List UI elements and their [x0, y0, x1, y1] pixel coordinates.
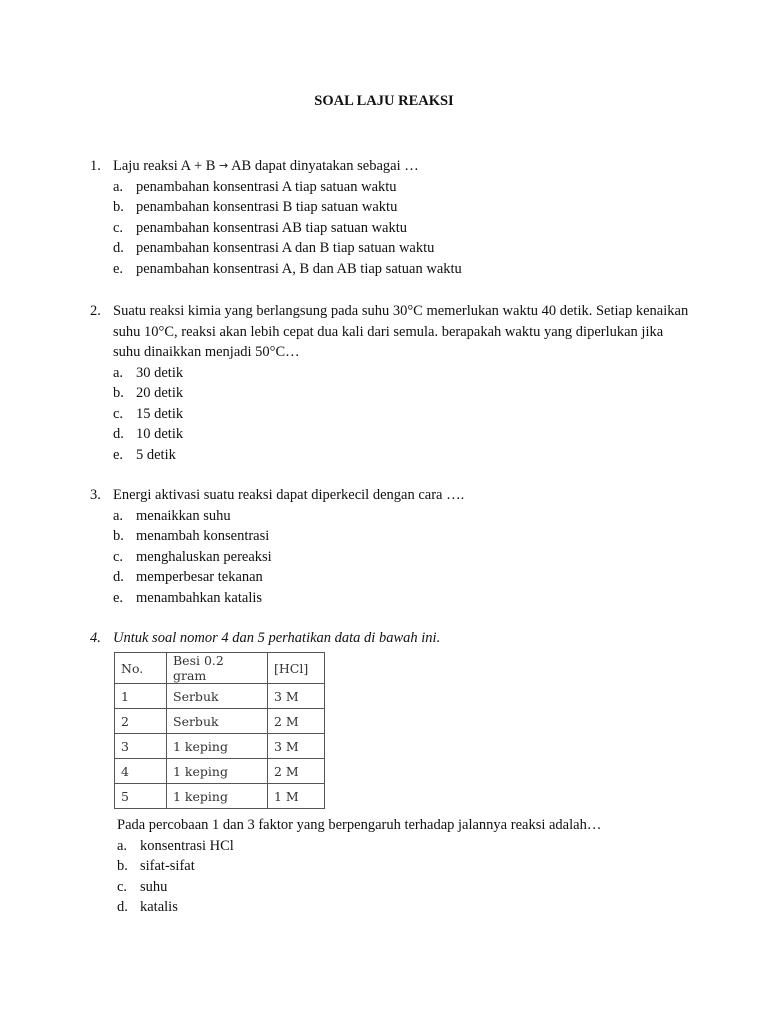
option-letter: e.: [113, 589, 124, 606]
option-letter: d.: [113, 569, 124, 585]
option-text: penambahan konsentrasi A, B dan AB tiap satuan waktu: [136, 260, 462, 277]
table-row: [115, 759, 325, 784]
option-letter: c.: [113, 548, 124, 565]
option-item: [90, 424, 690, 445]
question-text: Untuk soal nomor 4 dan 5 perhatikan data di bawah ini.: [113, 630, 441, 646]
option-item: [90, 526, 690, 547]
option-item: [90, 588, 690, 609]
option-text: penambahan konsentrasi A tiap satuan waktu: [136, 178, 397, 195]
option-item: [117, 836, 717, 857]
question-text: [113, 156, 690, 177]
table-cell: Serbuk: [167, 709, 268, 734]
option-letter: c.: [117, 878, 128, 895]
option-item: [90, 445, 690, 466]
option-text: penambahan konsentrasi A dan B tiap satuan waktu: [136, 240, 435, 256]
question-4-sub: [117, 815, 717, 918]
option-letter: e.: [113, 260, 124, 277]
table-cell: 2: [115, 709, 167, 734]
option-letter: d.: [113, 426, 124, 442]
option-letter: d.: [117, 899, 128, 915]
option-text: katalis: [140, 899, 178, 915]
question-4: [90, 628, 690, 649]
question-text: Energi aktivasi suatu reaksi dapat diperkecil dengan cara ….: [113, 487, 465, 503]
option-item: [90, 547, 690, 568]
option-text: konsentrasi HCl: [140, 837, 234, 854]
option-text: menaikkan suhu: [136, 507, 231, 524]
data-table: [114, 652, 325, 809]
option-letter: c.: [113, 405, 124, 422]
question-number: 2.: [90, 303, 101, 319]
option-text: 30 detik: [136, 364, 184, 381]
question-number: 3.: [90, 487, 101, 503]
question-number: 1.: [90, 158, 101, 174]
option-item: [90, 506, 690, 527]
option-text: penambahan konsentrasi B tiap satuan waktu: [136, 199, 398, 215]
table-row: [115, 734, 325, 759]
option-letter: d.: [113, 240, 124, 256]
option-item: [90, 259, 690, 280]
options-list: [90, 177, 690, 280]
option-letter: b.: [117, 858, 128, 874]
options-list: [117, 836, 717, 918]
table-header-cell: No.: [115, 653, 167, 684]
option-item: [90, 383, 690, 404]
option-text: penambahan konsentrasi AB tiap satuan waktu: [136, 219, 408, 236]
option-text: 15 detik: [136, 405, 184, 422]
options-list: [90, 363, 690, 466]
option-text: menambah konsentrasi: [136, 528, 270, 544]
option-item: [90, 363, 690, 384]
option-item: [117, 856, 717, 877]
option-item: [117, 877, 717, 898]
option-letter: b.: [113, 385, 124, 401]
table-row: [115, 709, 325, 734]
question-text-part: AB dapat dinyatakan sebagai …: [228, 158, 419, 174]
table-cell: 2 M: [268, 759, 325, 784]
question-3: [90, 485, 690, 608]
question-number: 4.: [90, 630, 101, 646]
option-item: [90, 567, 690, 588]
option-text: sifat-sifat: [140, 858, 195, 874]
table-cell: 1: [115, 684, 167, 709]
table-header-cell: [HCl]: [268, 653, 325, 684]
option-letter: a.: [113, 178, 124, 195]
table-cell: 1 keping: [167, 734, 268, 759]
table-cell: 1 M: [268, 784, 325, 809]
option-letter: b.: [113, 199, 124, 215]
options-list: [90, 506, 690, 609]
reaction-arrow-icon: →: [219, 159, 229, 172]
option-text: 5 detik: [136, 446, 176, 463]
question-2: [90, 301, 690, 465]
table-row: [115, 784, 325, 809]
option-text: menambahkan katalis: [136, 589, 263, 606]
question-1: [90, 156, 690, 279]
option-text: memperbesar tekanan: [136, 569, 263, 585]
option-letter: a.: [113, 507, 124, 524]
option-item: [90, 404, 690, 425]
table-cell: 1 keping: [167, 784, 268, 809]
option-letter: a.: [113, 364, 124, 381]
option-text: 10 detik: [136, 426, 184, 442]
option-item: [90, 177, 690, 198]
sub-question-text: Pada percobaan 1 dan 3 faktor yang berpengaruh terhadap jalannya reaksi adalah…: [117, 817, 602, 833]
question-text-part: Laju reaksi A + B: [113, 158, 220, 174]
question-text: Suatu reaksi kimia yang berlangsung pada suhu 30°C memerlukan waktu 40 detik. Setiap kenaikan suhu 10°C, reaksi akan lebih cepat dua kali dari semula. berapakah waktu yang diperlukan jika suhu dinaikkan menjadi 50°C…: [113, 303, 689, 360]
table-cell: 3 M: [268, 684, 325, 709]
option-text: suhu: [140, 878, 168, 895]
table-cell: 5: [115, 784, 167, 809]
table-cell: 1 keping: [167, 759, 268, 784]
option-letter: e.: [113, 446, 124, 463]
table-cell: 3 M: [268, 734, 325, 759]
option-text: menghaluskan pereaksi: [136, 548, 272, 565]
table-cell: 3: [115, 734, 167, 759]
option-letter: b.: [113, 528, 124, 544]
option-item: [90, 218, 690, 239]
page-title: SOAL LAJU REAKSI: [314, 93, 454, 109]
table-cell: 4: [115, 759, 167, 784]
option-item: [117, 897, 717, 918]
option-item: [90, 197, 690, 218]
table-header-cell: Besi 0.2 gram: [167, 653, 268, 684]
table-cell: Serbuk: [167, 684, 268, 709]
table-header-row: [115, 653, 325, 684]
table-row: [115, 684, 325, 709]
option-text: 20 detik: [136, 385, 184, 401]
option-letter: a.: [117, 837, 128, 854]
option-letter: c.: [113, 219, 124, 236]
table-cell: 2 M: [268, 709, 325, 734]
option-item: [90, 238, 690, 259]
